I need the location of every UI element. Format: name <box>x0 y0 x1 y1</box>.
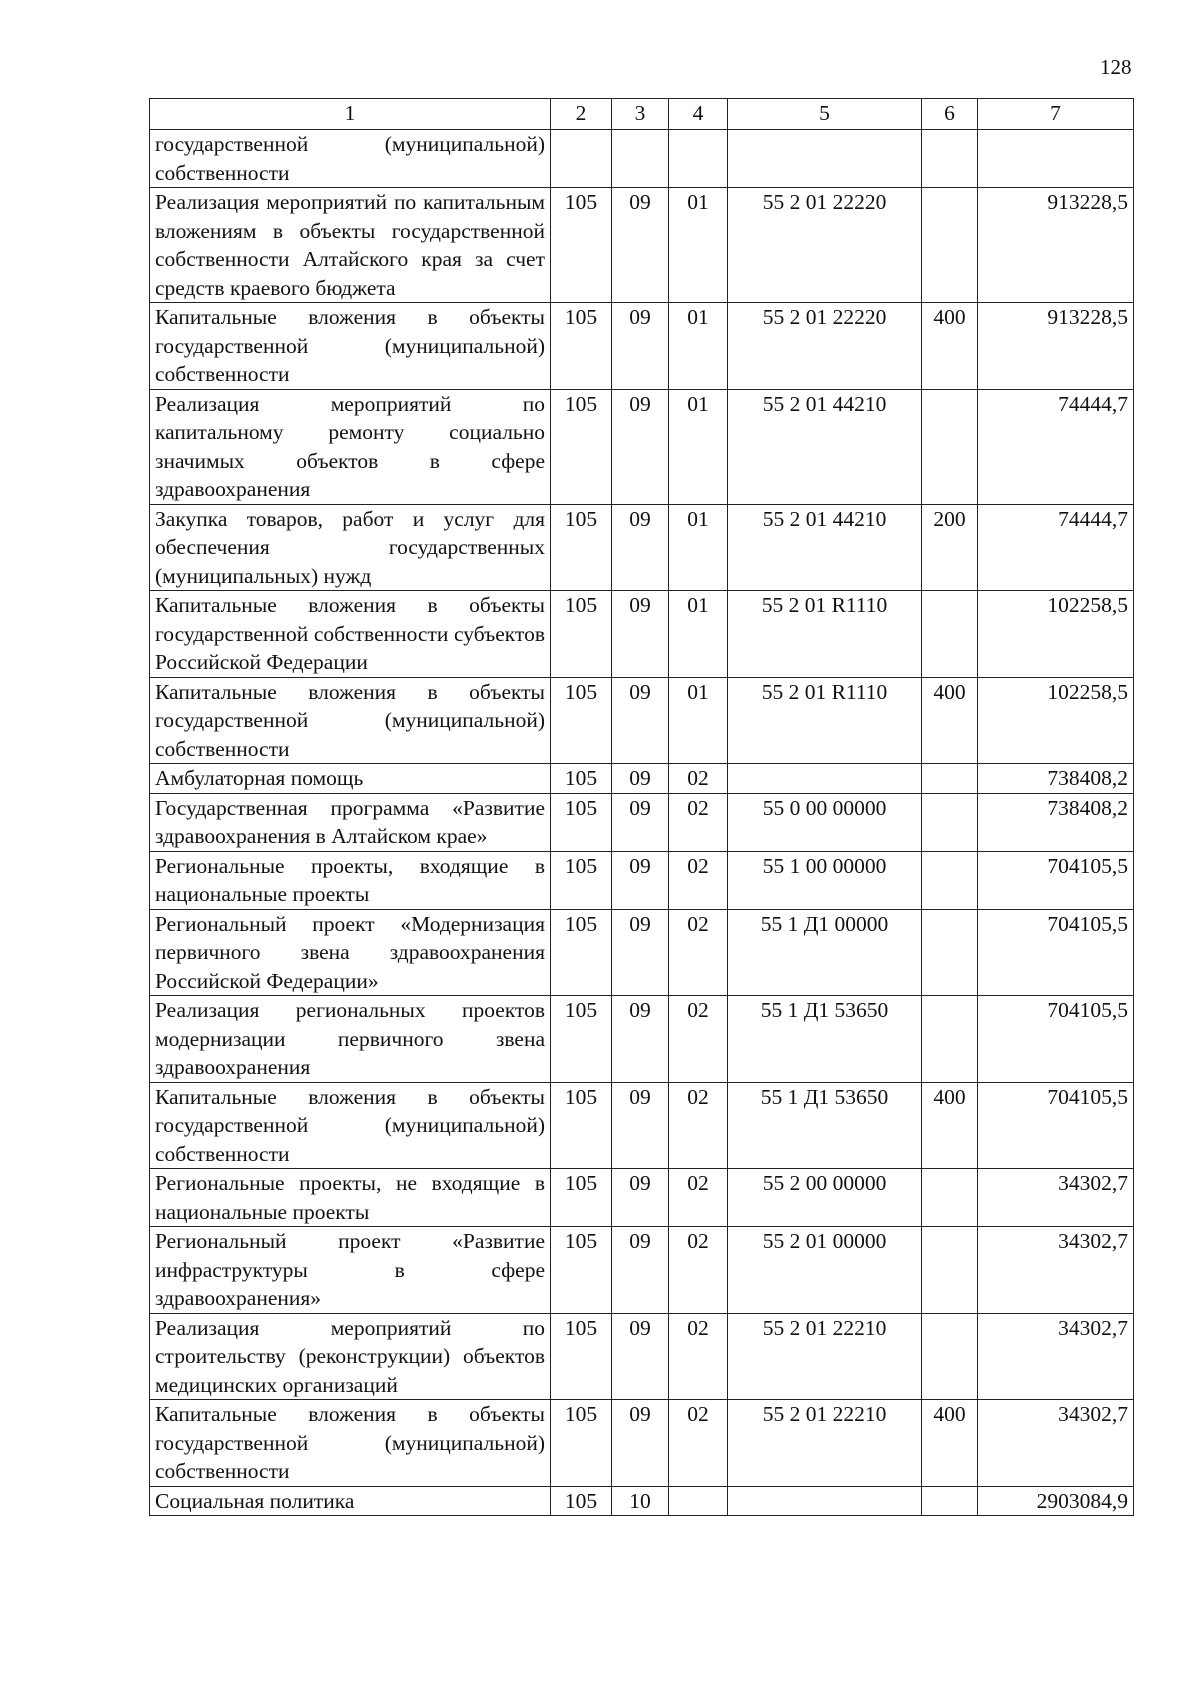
cell-subsection-code: 02 <box>669 909 728 996</box>
header-row <box>150 99 1134 130</box>
cell-expense-type <box>922 130 978 188</box>
cell-target-code: 55 2 01 22220 <box>728 188 922 303</box>
cell-expense-type: 400 <box>922 1400 978 1487</box>
cell-subsection-code: 02 <box>669 1082 728 1169</box>
cell-amount: 74444,7 <box>978 389 1134 504</box>
column-header: 4 <box>669 99 728 130</box>
cell-ministry-code: 105 <box>551 793 612 851</box>
cell-section-code: 09 <box>612 764 669 794</box>
table-row <box>150 130 1134 188</box>
cell-section-code: 09 <box>612 389 669 504</box>
table-body <box>150 130 1134 1516</box>
cell-expense-type <box>922 851 978 909</box>
column-header: 2 <box>551 99 612 130</box>
table-row <box>150 303 1134 390</box>
cell-subsection-code: 02 <box>669 1400 728 1487</box>
cell-subsection-code: 01 <box>669 389 728 504</box>
cell-amount: 74444,7 <box>978 504 1134 591</box>
cell-expense-type: 400 <box>922 303 978 390</box>
cell-amount: 34302,7 <box>978 1169 1134 1227</box>
cell-subsection-code: 02 <box>669 1227 728 1314</box>
table-row <box>150 851 1134 909</box>
cell-ministry-code: 105 <box>551 303 612 390</box>
cell-amount: 913228,5 <box>978 303 1134 390</box>
cell-amount: 2903084,9 <box>978 1486 1134 1516</box>
cell-item-name: Реализация мероприятий по капитальным вложениям в объекты государственной собственности Алтайского края за счет средств краевого бюджета <box>150 188 551 303</box>
cell-target-code: 55 0 00 00000 <box>728 793 922 851</box>
cell-subsection-code: 02 <box>669 793 728 851</box>
cell-item-name: Реализация мероприятий по строительству (реконструкции) объектов медицинских организаций <box>150 1313 551 1400</box>
cell-expense-type <box>922 1313 978 1400</box>
cell-section-code: 09 <box>612 1227 669 1314</box>
cell-subsection-code: 02 <box>669 996 728 1083</box>
table-row <box>150 793 1134 851</box>
cell-ministry-code: 105 <box>551 504 612 591</box>
cell-expense-type <box>922 188 978 303</box>
cell-section-code <box>612 130 669 188</box>
column-header: 1 <box>150 99 551 130</box>
table-row <box>150 1400 1134 1487</box>
cell-target-code <box>728 764 922 794</box>
cell-section-code: 09 <box>612 1313 669 1400</box>
cell-target-code: 55 2 01 22210 <box>728 1400 922 1487</box>
cell-amount: 34302,7 <box>978 1400 1134 1487</box>
cell-subsection-code <box>669 130 728 188</box>
cell-ministry-code: 105 <box>551 677 612 764</box>
cell-expense-type <box>922 1227 978 1314</box>
cell-item-name: Амбулаторная помощь <box>150 764 551 794</box>
cell-section-code: 09 <box>612 591 669 678</box>
cell-ministry-code: 105 <box>551 764 612 794</box>
cell-expense-type <box>922 764 978 794</box>
cell-target-code: 55 1 Д1 00000 <box>728 909 922 996</box>
cell-item-name: Региональные проекты, не входящие в национальные проекты <box>150 1169 551 1227</box>
table-row <box>150 591 1134 678</box>
page-number: 128 <box>1100 55 1132 79</box>
cell-amount: 704105,5 <box>978 1082 1134 1169</box>
cell-ministry-code: 105 <box>551 851 612 909</box>
cell-target-code: 55 2 00 00000 <box>728 1169 922 1227</box>
cell-target-code: 55 2 01 22210 <box>728 1313 922 1400</box>
cell-section-code: 09 <box>612 909 669 996</box>
cell-subsection-code: 02 <box>669 851 728 909</box>
cell-section-code: 09 <box>612 188 669 303</box>
cell-target-code <box>728 1486 922 1516</box>
cell-expense-type: 400 <box>922 1082 978 1169</box>
table-row <box>150 1486 1134 1516</box>
cell-amount: 704105,5 <box>978 996 1134 1083</box>
cell-expense-type <box>922 793 978 851</box>
table-row <box>150 1169 1134 1227</box>
table-row <box>150 1227 1134 1314</box>
table-row <box>150 1313 1134 1400</box>
cell-ministry-code <box>551 130 612 188</box>
cell-ministry-code: 105 <box>551 591 612 678</box>
cell-ministry-code: 105 <box>551 1169 612 1227</box>
cell-target-code: 55 2 01 R1110 <box>728 591 922 678</box>
cell-amount: 704105,5 <box>978 851 1134 909</box>
cell-item-name: Региональный проект «Модернизация первичного звена здравоохранения Российской Федерации» <box>150 909 551 996</box>
cell-expense-type: 400 <box>922 677 978 764</box>
cell-target-code: 55 1 00 00000 <box>728 851 922 909</box>
cell-item-name: Капитальные вложения в объекты государственной (муниципальной) собственности <box>150 303 551 390</box>
column-header: 5 <box>728 99 922 130</box>
table-row <box>150 504 1134 591</box>
cell-section-code: 09 <box>612 303 669 390</box>
cell-ministry-code: 105 <box>551 996 612 1083</box>
cell-ministry-code: 105 <box>551 1082 612 1169</box>
cell-target-code: 55 2 01 44210 <box>728 504 922 591</box>
table-row <box>150 188 1134 303</box>
cell-amount: 102258,5 <box>978 591 1134 678</box>
cell-section-code: 09 <box>612 1400 669 1487</box>
cell-subsection-code: 02 <box>669 1313 728 1400</box>
cell-expense-type: 200 <box>922 504 978 591</box>
cell-section-code: 09 <box>612 1082 669 1169</box>
table-row <box>150 909 1134 996</box>
cell-subsection-code: 01 <box>669 677 728 764</box>
cell-item-name: Реализация мероприятий по капитальному ремонту социально значимых объектов в сфере здравоохранения <box>150 389 551 504</box>
column-header: 7 <box>978 99 1134 130</box>
cell-expense-type <box>922 909 978 996</box>
cell-item-name: Капитальные вложения в объекты государственной собственности субъектов Российской Федерации <box>150 591 551 678</box>
cell-amount <box>978 130 1134 188</box>
cell-target-code: 55 2 01 00000 <box>728 1227 922 1314</box>
cell-target-code: 55 1 Д1 53650 <box>728 996 922 1083</box>
cell-amount: 34302,7 <box>978 1313 1134 1400</box>
table-row <box>150 996 1134 1083</box>
cell-target-code: 55 2 01 22220 <box>728 303 922 390</box>
cell-ministry-code: 105 <box>551 1227 612 1314</box>
cell-subsection-code <box>669 1486 728 1516</box>
cell-ministry-code: 105 <box>551 909 612 996</box>
cell-item-name: Государственная программа «Развитие здравоохранения в Алтайском крае» <box>150 793 551 851</box>
cell-expense-type <box>922 996 978 1083</box>
cell-item-name: Капитальные вложения в объекты государственной (муниципальной) собственности <box>150 677 551 764</box>
cell-item-name: государственной (муниципальной) собственности <box>150 130 551 188</box>
cell-subsection-code: 01 <box>669 188 728 303</box>
cell-item-name: Реализация региональных проектов модернизации первичного звена здравоохранения <box>150 996 551 1083</box>
cell-subsection-code: 01 <box>669 591 728 678</box>
cell-section-code: 09 <box>612 793 669 851</box>
cell-subsection-code: 01 <box>669 303 728 390</box>
cell-item-name: Региональный проект «Развитие инфраструктуры в сфере здравоохранения» <box>150 1227 551 1314</box>
cell-item-name: Капитальные вложения в объекты государственной (муниципальной) собственности <box>150 1400 551 1487</box>
cell-expense-type <box>922 591 978 678</box>
cell-target-code: 55 2 01 R1110 <box>728 677 922 764</box>
cell-item-name: Закупка товаров, работ и услуг для обеспечения государственных (муниципальных) нужд <box>150 504 551 591</box>
cell-item-name: Социальная политика <box>150 1486 551 1516</box>
cell-ministry-code: 105 <box>551 389 612 504</box>
budget-table <box>149 98 1134 1516</box>
cell-subsection-code: 02 <box>669 764 728 794</box>
cell-target-code <box>728 130 922 188</box>
cell-item-name: Региональные проекты, входящие в национальные проекты <box>150 851 551 909</box>
cell-expense-type <box>922 1486 978 1516</box>
cell-section-code: 09 <box>612 1169 669 1227</box>
table-row <box>150 1082 1134 1169</box>
cell-target-code: 55 1 Д1 53650 <box>728 1082 922 1169</box>
cell-ministry-code: 105 <box>551 1313 612 1400</box>
table-row <box>150 389 1134 504</box>
cell-subsection-code: 01 <box>669 504 728 591</box>
cell-section-code: 09 <box>612 851 669 909</box>
cell-amount: 913228,5 <box>978 188 1134 303</box>
cell-amount: 738408,2 <box>978 764 1134 794</box>
cell-amount: 34302,7 <box>978 1227 1134 1314</box>
cell-amount: 738408,2 <box>978 793 1134 851</box>
cell-ministry-code: 105 <box>551 188 612 303</box>
cell-section-code: 10 <box>612 1486 669 1516</box>
cell-section-code: 09 <box>612 504 669 591</box>
column-header: 6 <box>922 99 978 130</box>
cell-target-code: 55 2 01 44210 <box>728 389 922 504</box>
cell-ministry-code: 105 <box>551 1400 612 1487</box>
cell-section-code: 09 <box>612 677 669 764</box>
column-header: 3 <box>612 99 669 130</box>
table-row <box>150 764 1134 794</box>
cell-subsection-code: 02 <box>669 1169 728 1227</box>
table-row <box>150 677 1134 764</box>
cell-ministry-code: 105 <box>551 1486 612 1516</box>
cell-section-code: 09 <box>612 996 669 1083</box>
cell-amount: 704105,5 <box>978 909 1134 996</box>
cell-expense-type <box>922 1169 978 1227</box>
cell-amount: 102258,5 <box>978 677 1134 764</box>
cell-item-name: Капитальные вложения в объекты государственной (муниципальной) собственности <box>150 1082 551 1169</box>
cell-expense-type <box>922 389 978 504</box>
